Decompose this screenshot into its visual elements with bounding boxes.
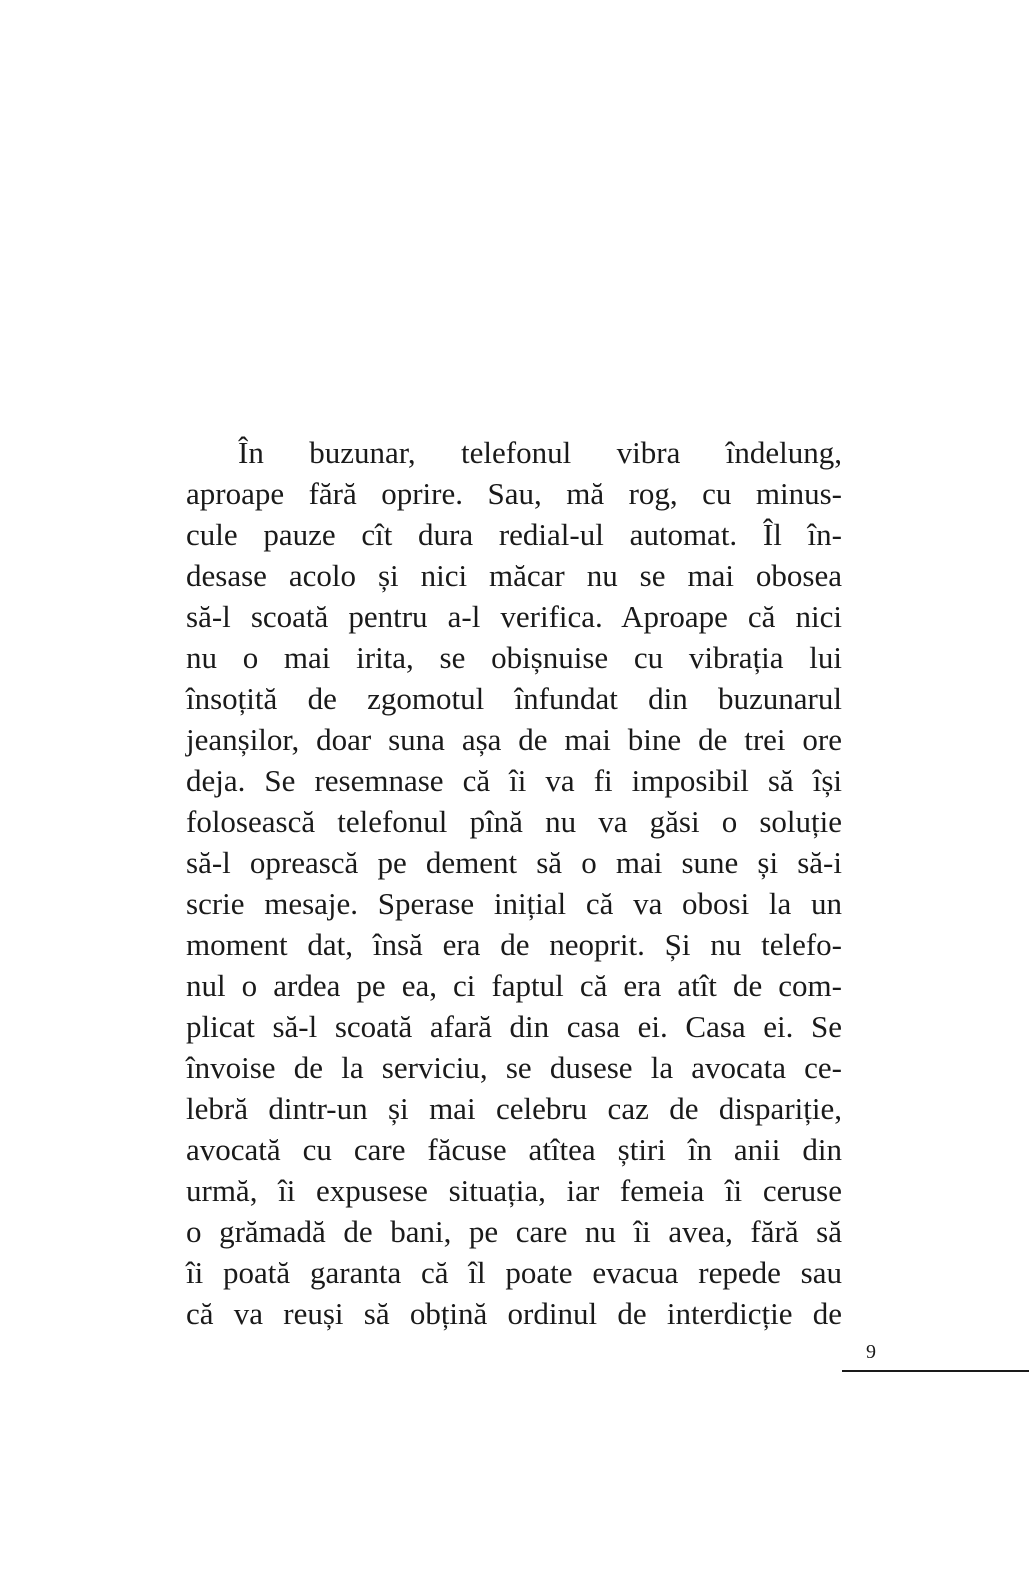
text-line: îi poată garanta că îl poate evacua repede sau (186, 1255, 842, 1290)
text-line: o grămadă de bani, pe care nu îi avea, fără să (186, 1214, 842, 1249)
text-line: plicat să-l scoată afară din casa ei. Casa ei. Se (186, 1009, 842, 1044)
text-line: deja. Se resemnase că îi va fi imposibil să își (186, 763, 842, 798)
text-line: urmă, îi expusese situația, iar femeia îi ceruse (186, 1173, 842, 1208)
text-line: În buzunar, telefonul vibra îndelung, (238, 435, 842, 470)
text-line: scrie mesaje. Sperase inițial că va obosi la un (186, 886, 842, 921)
text-line: să-l scoată pentru a-l verifica. Aproape că nici (186, 599, 842, 634)
text-line: să-l oprească pe dement să o mai sune și să-i (186, 845, 842, 880)
body-text (186, 432, 842, 1334)
text-line: lebră dintr-un și mai celebru caz de dispariție, (186, 1091, 842, 1126)
text-line: nul o ardea pe ea, ci faptul că era atît de com- (186, 968, 842, 1003)
text-line: cule pauze cît dura redial-ul automat. Îl în- (186, 517, 842, 552)
text-line: învoise de la serviciu, se dusese la avocata ce- (186, 1050, 842, 1085)
text-line: folosească telefonul pînă nu va găsi o soluție (186, 804, 842, 839)
text-line: că va reuși să obțină ordinul de interdicție de (186, 1296, 842, 1331)
text-line: moment dat, însă era de neoprit. Și nu telefo- (186, 927, 842, 962)
text-line: nu o mai irita, se obișnuise cu vibrația lui (186, 640, 842, 675)
footer-rule (842, 1370, 1029, 1372)
text-line: desase acolo și nici măcar nu se mai obosea (186, 558, 842, 593)
text-line: jeanșilor, doar suna așa de mai bine de trei ore (186, 722, 842, 757)
text-line: avocată cu care făcuse atîtea știri în anii din (186, 1132, 842, 1167)
text-line: aproape fără oprire. Sau, mă rog, cu minus- (186, 476, 842, 511)
text-line: însoțită de zgomotul înfundat din buzunarul (186, 681, 842, 716)
page-number: 9 (866, 1341, 876, 1363)
